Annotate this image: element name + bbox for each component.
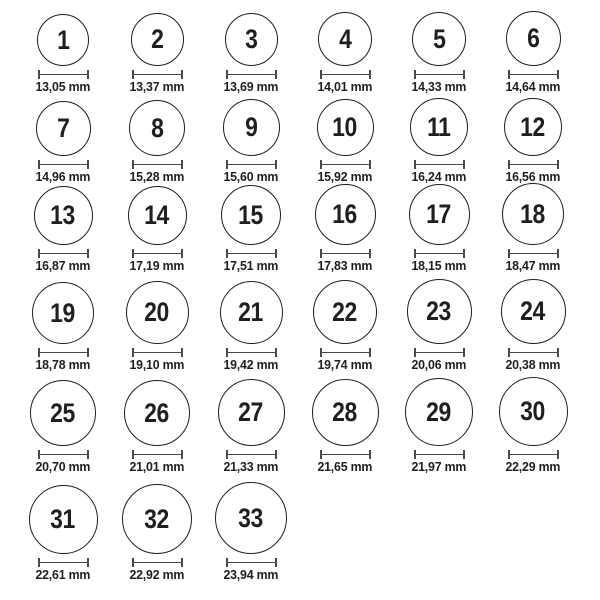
measure-rule	[510, 352, 557, 354]
ring-circle	[317, 99, 374, 156]
diameter-measure-line	[38, 450, 89, 459]
ring-size-cell	[110, 376, 204, 478]
measure-rule	[416, 454, 463, 456]
ring-size-number: 4	[338, 23, 352, 54]
ring-size-number: 17	[426, 199, 452, 230]
measure-rule	[510, 253, 557, 255]
ring-size-cell	[486, 188, 580, 277]
ring-size-cell	[392, 277, 486, 376]
ring-size-cell	[110, 188, 204, 277]
diameter-measure-line	[226, 348, 277, 357]
ring-size-number: 29	[426, 396, 452, 427]
ring-size-number: 2	[150, 24, 164, 55]
measure-rule	[134, 352, 181, 354]
ring-circle	[223, 99, 280, 156]
ring-size-cell	[110, 277, 204, 376]
diameter-measure-line	[414, 450, 465, 459]
ring-circle	[409, 184, 470, 245]
diameter-label: 14,33 mm	[411, 79, 467, 95]
ring-size-cell	[110, 6, 204, 98]
measure-rule	[134, 562, 181, 564]
measure-rule	[134, 74, 181, 76]
diameter-measure-line	[226, 450, 277, 459]
measure-rule	[40, 454, 87, 456]
ring-circle	[37, 14, 89, 66]
ring-circle	[501, 279, 566, 344]
ring-circle	[412, 12, 466, 66]
diameter-measure-line	[132, 70, 183, 79]
ring-size-cell	[298, 188, 392, 277]
diameter-measure-line	[132, 450, 183, 459]
ring-size-number: 8	[150, 112, 164, 143]
ring-circle	[34, 186, 93, 245]
diameter-measure-line	[132, 348, 183, 357]
diameter-label: 18,47 mm	[505, 258, 561, 274]
ring-circle	[29, 485, 98, 554]
ring-circle	[407, 279, 472, 344]
ring-size-cell	[16, 376, 110, 478]
measure-rule	[510, 454, 557, 456]
ring-size-cell	[204, 6, 298, 98]
diameter-label: 18,78 mm	[35, 357, 91, 373]
diameter-measure-line	[320, 348, 371, 357]
ring-size-number: 20	[144, 297, 170, 328]
ring-size-cell	[16, 188, 110, 277]
diameter-label: 15,60 mm	[223, 169, 279, 185]
diameter-measure-line	[414, 249, 465, 258]
ring-circle	[32, 282, 94, 344]
ring-size-number: 27	[238, 397, 264, 428]
diameter-measure-line	[38, 348, 89, 357]
measure-rule	[416, 74, 463, 76]
ring-circle	[405, 378, 473, 446]
ring-size-number: 1	[56, 24, 70, 55]
ring-size-cell	[486, 98, 580, 188]
diameter-label: 19,10 mm	[129, 357, 185, 373]
ring-circle	[36, 101, 91, 156]
diameter-label: 19,42 mm	[223, 357, 279, 373]
diameter-label: 21,65 mm	[317, 459, 373, 475]
measure-rule	[40, 164, 87, 166]
measure-rule	[228, 74, 275, 76]
ring-circle	[410, 98, 468, 156]
measure-rule	[228, 253, 275, 255]
diameter-label: 13,37 mm	[129, 79, 185, 95]
ring-size-number: 28	[332, 397, 358, 428]
ring-circle	[126, 281, 189, 344]
diameter-measure-line	[132, 249, 183, 258]
ring-size-number: 19	[50, 297, 76, 328]
measure-rule	[416, 352, 463, 354]
ring-size-number: 11	[427, 111, 451, 142]
diameter-label: 16,56 mm	[505, 169, 561, 185]
diameter-measure-line	[320, 70, 371, 79]
measure-rule	[40, 253, 87, 255]
diameter-label: 17,83 mm	[317, 258, 373, 274]
ring-circle	[122, 484, 192, 554]
diameter-label: 21,97 mm	[411, 459, 467, 475]
ring-size-cell	[486, 6, 580, 98]
diameter-label: 14,64 mm	[505, 79, 561, 95]
ring-size-cell	[392, 98, 486, 188]
diameter-measure-line	[508, 249, 559, 258]
diameter-label: 21,01 mm	[129, 459, 185, 475]
ring-size-cell	[16, 478, 110, 586]
diameter-measure-line	[226, 160, 277, 169]
diameter-label: 23,94 mm	[223, 567, 279, 583]
diameter-label: 13,05 mm	[35, 79, 91, 95]
ring-circle	[504, 98, 562, 156]
measure-rule	[322, 74, 369, 76]
measure-rule	[134, 164, 181, 166]
diameter-label: 19,74 mm	[317, 357, 373, 373]
diameter-measure-line	[226, 70, 277, 79]
diameter-measure-line	[508, 450, 559, 459]
ring-circle	[128, 186, 187, 245]
diameter-label: 15,92 mm	[317, 169, 373, 185]
ring-size-cell	[16, 98, 110, 188]
diameter-label: 22,61 mm	[35, 567, 91, 583]
diameter-label: 21,33 mm	[223, 459, 279, 475]
measure-rule	[416, 164, 463, 166]
ring-size-cell	[392, 188, 486, 277]
ring-size-cell	[486, 277, 580, 376]
ring-circle	[312, 379, 379, 446]
ring-size-number: 33	[238, 502, 264, 533]
ring-circle	[318, 12, 372, 66]
measure-rule	[40, 74, 87, 76]
measure-rule	[40, 562, 87, 564]
measure-rule	[416, 253, 463, 255]
ring-size-cell	[110, 98, 204, 188]
ring-size-number: 15	[238, 199, 264, 230]
ring-circle	[499, 377, 568, 446]
ring-size-number: 9	[244, 112, 258, 143]
diameter-label: 22,92 mm	[129, 567, 185, 583]
ring-size-cell	[204, 376, 298, 478]
ring-circle	[315, 184, 376, 245]
ring-size-cell	[204, 478, 298, 586]
ring-size-cell	[16, 6, 110, 98]
measure-rule	[134, 253, 181, 255]
ring-size-cell	[298, 277, 392, 376]
diameter-measure-line	[320, 160, 371, 169]
diameter-measure-line	[38, 160, 89, 169]
ring-size-number: 32	[144, 503, 170, 534]
diameter-measure-line	[132, 558, 183, 567]
ring-size-cell	[204, 98, 298, 188]
measure-rule	[322, 164, 369, 166]
diameter-measure-line	[226, 249, 277, 258]
ring-size-number: 18	[520, 198, 546, 229]
diameter-measure-line	[414, 160, 465, 169]
measure-rule	[510, 74, 557, 76]
ring-circle	[221, 185, 281, 245]
ring-circle	[30, 380, 96, 446]
ring-size-cell	[204, 188, 298, 277]
ring-circle	[215, 482, 287, 554]
measure-rule	[134, 454, 181, 456]
ring-size-number: 24	[520, 296, 546, 327]
measure-rule	[322, 352, 369, 354]
ring-size-cell	[392, 6, 486, 98]
diameter-label: 20,38 mm	[505, 357, 561, 373]
measure-rule	[322, 253, 369, 255]
ring-size-number: 5	[432, 23, 446, 54]
diameter-label: 14,96 mm	[35, 169, 91, 185]
diameter-measure-line	[132, 160, 183, 169]
ring-size-number: 13	[50, 200, 76, 231]
diameter-label: 16,24 mm	[411, 169, 467, 185]
ring-circle	[220, 281, 283, 344]
measure-rule	[228, 352, 275, 354]
diameter-label: 22,29 mm	[505, 459, 561, 475]
ring-circle	[506, 11, 561, 66]
ring-circle	[218, 379, 285, 446]
measure-rule	[322, 454, 369, 456]
ring-circle	[131, 13, 184, 66]
diameter-measure-line	[226, 558, 277, 567]
ring-size-cell	[110, 478, 204, 586]
ring-size-number: 22	[332, 296, 358, 327]
diameter-measure-line	[508, 348, 559, 357]
ring-size-number: 12	[520, 111, 546, 142]
ring-size-number: 26	[144, 397, 170, 428]
ring-size-cell	[204, 277, 298, 376]
diameter-label: 18,15 mm	[411, 258, 467, 274]
diameter-measure-line	[38, 249, 89, 258]
ring-circle	[313, 280, 377, 344]
measure-rule	[228, 454, 275, 456]
ring-size-number: 21	[238, 297, 264, 328]
ring-size-number: 6	[526, 23, 540, 54]
ring-size-number: 25	[50, 397, 76, 428]
ring-size-cell	[392, 376, 486, 478]
diameter-measure-line	[38, 70, 89, 79]
diameter-label: 13,69 mm	[223, 79, 279, 95]
ring-size-grid	[16, 6, 580, 586]
ring-size-cell	[298, 376, 392, 478]
diameter-label: 17,51 mm	[223, 258, 279, 274]
diameter-measure-line	[414, 70, 465, 79]
diameter-label: 17,19 mm	[129, 258, 185, 274]
measure-rule	[510, 164, 557, 166]
ring-size-number: 16	[332, 199, 358, 230]
diameter-measure-line	[508, 160, 559, 169]
diameter-label: 20,70 mm	[35, 459, 91, 475]
measure-rule	[228, 562, 275, 564]
ring-size-number: 23	[426, 296, 452, 327]
diameter-measure-line	[414, 348, 465, 357]
diameter-label: 20,06 mm	[411, 357, 467, 373]
diameter-label: 14,01 mm	[317, 79, 373, 95]
diameter-label: 15,28 mm	[129, 169, 185, 185]
measure-rule	[228, 164, 275, 166]
ring-size-cell	[298, 6, 392, 98]
ring-size-number: 3	[244, 24, 258, 55]
diameter-measure-line	[320, 249, 371, 258]
diameter-measure-line	[38, 558, 89, 567]
ring-circle	[124, 380, 190, 446]
ring-size-number: 30	[520, 396, 546, 427]
ring-size-number: 7	[56, 113, 70, 144]
ring-size-number: 31	[50, 504, 76, 535]
diameter-measure-line	[508, 70, 559, 79]
diameter-measure-line	[320, 450, 371, 459]
ring-size-cell	[298, 98, 392, 188]
diameter-label: 16,87 mm	[35, 258, 91, 274]
ring-size-cell	[486, 376, 580, 478]
ring-circle	[129, 100, 185, 156]
ring-size-number: 10	[332, 112, 358, 143]
ring-size-number: 14	[144, 200, 170, 231]
ring-circle	[225, 13, 278, 66]
ring-circle	[502, 183, 564, 245]
measure-rule	[40, 352, 87, 354]
ring-size-cell	[16, 277, 110, 376]
